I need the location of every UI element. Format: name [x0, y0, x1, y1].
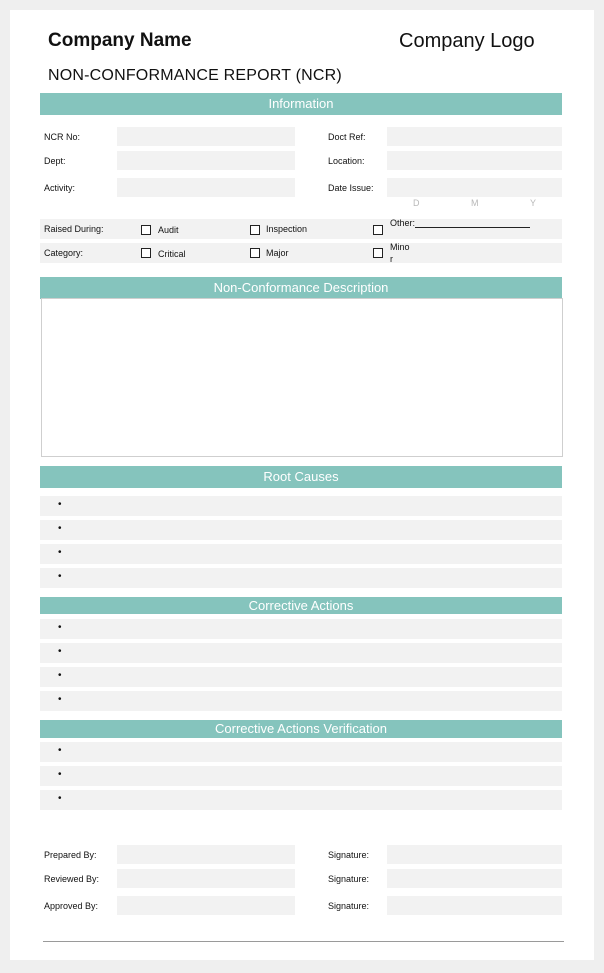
- audit-option-label: Audit: [158, 225, 179, 235]
- minor-option-label-line2: r: [390, 254, 393, 264]
- company-logo: Company Logo: [399, 30, 535, 52]
- doct-ref-field[interactable]: [387, 127, 562, 146]
- audit-checkbox[interactable]: [141, 225, 151, 235]
- bullet-marker: •: [58, 694, 62, 705]
- inspection-option-label: Inspection: [266, 224, 308, 234]
- other-checkbox[interactable]: [373, 225, 383, 235]
- other-option-label: Other:: [390, 218, 416, 228]
- corrective-action-row[interactable]: [40, 691, 562, 711]
- prepared-signature-field[interactable]: [387, 845, 562, 864]
- major-option-label: Major: [266, 248, 289, 258]
- footer-divider: [43, 941, 564, 942]
- prepared-by-field[interactable]: [117, 845, 295, 864]
- ncr-no-label: NCR No:: [44, 132, 81, 142]
- date-day-hint: D: [413, 198, 420, 208]
- reviewed-signature-label: Signature:: [328, 874, 370, 884]
- bullet-marker: •: [58, 571, 62, 582]
- root-cause-row[interactable]: [40, 496, 562, 516]
- bullet-marker: •: [58, 745, 62, 756]
- critical-option-label: Critical: [158, 249, 186, 259]
- minor-checkbox[interactable]: [373, 248, 383, 258]
- information-heading: Information: [40, 93, 562, 115]
- verification-row[interactable]: [40, 766, 562, 786]
- approved-by-label: Approved By:: [44, 901, 99, 911]
- date-issue-field[interactable]: [387, 178, 562, 197]
- reviewed-signature-field[interactable]: [387, 869, 562, 888]
- corrective-action-row[interactable]: [40, 619, 562, 639]
- date-year-hint: Y: [530, 198, 537, 208]
- root-causes-heading: Root Causes: [40, 466, 562, 488]
- dept-label: Dept:: [44, 156, 66, 166]
- doct-ref-label: Doct Ref:: [328, 132, 366, 142]
- approved-by-field[interactable]: [117, 896, 295, 915]
- activity-label: Activity:: [44, 183, 76, 193]
- critical-checkbox[interactable]: [141, 248, 151, 258]
- root-cause-row[interactable]: [40, 544, 562, 564]
- bullet-marker: •: [58, 622, 62, 633]
- description-textarea[interactable]: [41, 298, 563, 457]
- location-field[interactable]: [387, 151, 562, 170]
- corrective-action-row[interactable]: [40, 643, 562, 663]
- verification-heading: Corrective Actions Verification: [40, 720, 562, 738]
- ncr-no-field[interactable]: [117, 127, 295, 146]
- bullet-marker: •: [58, 646, 62, 657]
- bullet-marker: •: [58, 547, 62, 558]
- dept-field[interactable]: [117, 151, 295, 170]
- date-issue-label: Date Issue:: [328, 183, 374, 193]
- date-month-hint: M: [471, 198, 479, 208]
- description-heading: Non-Conformance Description: [40, 277, 562, 299]
- reviewed-by-field[interactable]: [117, 869, 295, 888]
- verification-row[interactable]: [40, 790, 562, 810]
- bullet-marker: •: [58, 793, 62, 804]
- document-title: NON-CONFORMANCE REPORT (NCR): [48, 67, 342, 84]
- prepared-signature-label: Signature:: [328, 850, 370, 860]
- approved-signature-label: Signature:: [328, 901, 370, 911]
- verification-row[interactable]: [40, 742, 562, 762]
- prepared-by-label: Prepared By:: [44, 850, 97, 860]
- bullet-marker: •: [58, 499, 62, 510]
- inspection-checkbox[interactable]: [250, 225, 260, 235]
- category-row: [40, 243, 562, 263]
- corrective-action-row[interactable]: [40, 667, 562, 687]
- bullet-marker: •: [58, 523, 62, 534]
- reviewed-by-label: Reviewed By:: [44, 874, 100, 884]
- activity-field[interactable]: [117, 178, 295, 197]
- root-cause-row[interactable]: [40, 520, 562, 540]
- bullet-marker: •: [58, 670, 62, 681]
- corrective-actions-heading: Corrective Actions: [40, 597, 562, 614]
- location-label: Location:: [328, 156, 365, 166]
- minor-option-label-line1: Mino: [390, 242, 410, 252]
- major-checkbox[interactable]: [250, 248, 260, 258]
- raised-during-label: Raised During:: [44, 224, 104, 234]
- approved-signature-field[interactable]: [387, 896, 562, 915]
- company-name: Company Name: [48, 30, 192, 51]
- bullet-marker: •: [58, 769, 62, 780]
- root-cause-row[interactable]: [40, 568, 562, 588]
- category-label: Category:: [44, 248, 84, 258]
- ncr-form-page: [10, 10, 594, 960]
- other-write-in-line[interactable]: [415, 227, 530, 228]
